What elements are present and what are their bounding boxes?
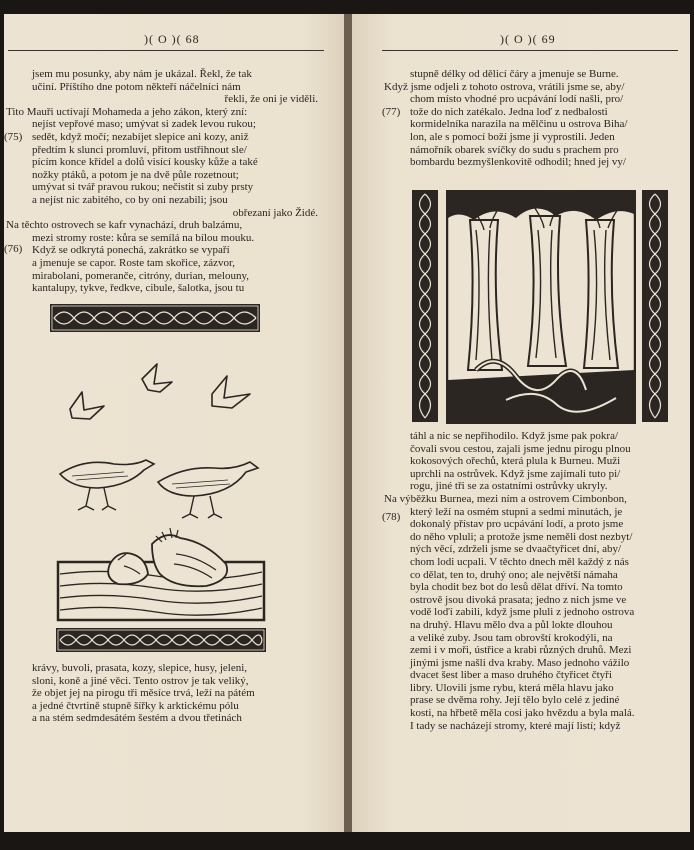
text-line: bombardu bezmyšlenkovitě odhodil; hned jej vy/: [410, 156, 626, 169]
text-line: a jedné čtvrtině stupně šířky k arktickému pólu: [32, 699, 239, 712]
right-page: [352, 14, 690, 832]
left-header-rule: [8, 50, 324, 51]
text-line: na druhý. Hlavu mělo dva a půl lokte dlouhou: [410, 618, 613, 631]
text-line: že objet jej na pirogu tři měsíce trvá, leží na pátém: [32, 687, 255, 700]
text-line: námořník obarek svíčky do sudu s prachem pro: [410, 143, 619, 156]
text-line: řekli, že oni je viděli.: [224, 93, 318, 106]
ornamental-border-top: [50, 304, 260, 332]
text-line: uprchli na ostrůvek. Když jsme zajímali tuto pi/: [410, 467, 621, 480]
text-line: dvacet šest liber a maso druhého čtyřicet čtyři: [410, 669, 612, 682]
hen-and-chicks-woodcut: [56, 524, 266, 624]
text-line: a jmenuje se capor. Roste tam skořice, zázvor,: [32, 256, 235, 269]
text-line: libry. Ulovili jsme rybu, která měla hlavu jako: [410, 681, 614, 694]
text-line: umývat si tvář pravou rukou; nečistit si zuby prsty: [32, 181, 254, 194]
text-line: který leží na osmém stupni a sedmi minutách, je: [410, 505, 623, 518]
right-header-rule: [382, 50, 678, 51]
text-line: nožky ptáků, a potom je na dvě půle rozetnout;: [32, 168, 239, 181]
text-line: a veliké zuby. Jsou tam obrovští krokodýli, na: [410, 631, 613, 644]
text-line: jinými jsme našli dva kraby. Maso jednoho vážilo: [410, 656, 630, 669]
right-page-header: )( O )( 69: [500, 32, 556, 46]
text-line: do něho vpluli; a protože jsme neměli dost nezbyt/: [410, 530, 633, 543]
text-line: předtím k slunci promluví, přitom ustřihnout sle/: [32, 143, 247, 156]
text-line: dokonalý přístav pro ucpávání lodí, a proto jsme: [410, 518, 624, 531]
text-line: sloni, koně a jiné věci. Tento ostrov je tak veliký,: [32, 674, 249, 687]
text-line: prase se dvěma rohy. Její tělo bylo celé z jediné: [410, 694, 620, 707]
text-line: Tito Mauři uctívají Mohameda a jeho zákon, který zní:: [6, 105, 248, 118]
text-line: ostrově jsou divoká prasata; jedno z nich jsme ve: [410, 593, 627, 606]
margin-note-76: (76): [4, 243, 23, 255]
side-border-left: [412, 190, 438, 422]
text-line: chom lodi ucpali. V těchto dnech měl každý z nás: [410, 555, 629, 568]
margin-note-78: (78): [382, 511, 401, 523]
text-line: a na stém sedmdesátém šestém a dvou třetinách: [32, 712, 242, 725]
text-line: zemi i v moři, ústřice a krabi různých druhů. Mezi: [410, 644, 632, 657]
left-page: [4, 14, 344, 832]
standing-birds-woodcut: [54, 454, 264, 524]
text-line: Na těchto ostrovech se kafr vynachází, druh balzámu,: [6, 219, 243, 232]
side-border-right: [642, 190, 668, 422]
text-line: Když jsme odjeli z tohoto ostrova, vrátili jsme se, aby/: [384, 80, 625, 93]
flying-birds-woodcut: [62, 354, 262, 434]
text-line: mezi stromy roste: kůra se semílá na bílou mouku.: [32, 231, 255, 244]
text-line: tože do nich zatékalo. Jedna loď z nedbalosti: [410, 105, 608, 118]
text-line: chom místo vhodné pro ucpávání lodí našli, pro/: [410, 93, 624, 106]
text-line: táhl a nic se nepřihodilo. Když jsme pak pokra/: [410, 430, 619, 442]
text-line: čovali svou cestou, zajali jsme jednu pirogu plnou: [410, 442, 631, 455]
text-line: mirabolani, pomeranče, citróny, durian, melouny,: [32, 269, 249, 282]
text-line: vodě loďí zabili, když jsme pluli z jednoho ostrova: [410, 606, 635, 619]
text-line: kokosových ořechů, která plula k Burneu. Muži: [410, 455, 621, 468]
text-line: a nejíst nic zabitého, co by oni nezabili; jsou: [32, 193, 228, 206]
text-line: pícím konce křídel a dolů visící kousky kůže a také: [32, 156, 258, 169]
left-page-header: )( O )( 68: [144, 32, 200, 46]
text-line: nejíst vepřové maso; umývat si zadek levou rukou;: [32, 118, 256, 131]
text-line: byla chodit bez bot do lesů dělat dříví. Na tomto: [410, 581, 623, 594]
margin-note-77: (77): [382, 106, 401, 118]
book-gutter: [344, 14, 352, 832]
left-page-body-bottom: [32, 662, 318, 725]
text-line: rogu, jiné tři se za ostatními ostrůvky ukryly.: [410, 480, 608, 493]
ornamental-border-bottom: [56, 628, 266, 652]
text-line: I tady se nacházejí stromy, které mají listí; když: [410, 719, 621, 732]
margin-note-75: (75): [4, 131, 23, 143]
text-line: Když se odkrytá ponechá, zakrátko se vypaří: [32, 244, 230, 257]
text-line: kormidelníka narazila na mělčinu u ostrova Biha/: [410, 118, 628, 131]
text-line: lon, ale s pomocí boží jsme ji vyprostili. Jeden: [410, 130, 615, 143]
text-line: Na výběžku Burnea, mezi ním a ostrovem Cimbonbon,: [384, 492, 627, 505]
text-line: ných věcí, zdrželi jsme se dvaačtyřicet dní, aby/: [410, 543, 622, 556]
text-line: jsem mu posunky, aby nám je ukázal. Řekl, že tak: [32, 68, 252, 80]
text-line: co dělat, ten to, druhý ono; ale největší námaha: [410, 568, 618, 581]
text-line: krávy, buvoli, prasata, kozy, slepice, husy, jeleni,: [32, 662, 248, 674]
text-line: kantalupy, tykve, ředkve, cibule, šalotka, jsou tu: [32, 282, 245, 295]
text-line: stupně délky od dělicí čáry a jmenuje se Burne.: [410, 68, 619, 80]
text-line: sedět, když močí; nezabíjet slepice ani kozy, aniž: [32, 130, 249, 143]
text-line: kosti, na hřbetě měla cosi jako hvězdu a byla malá.: [410, 707, 635, 720]
text-line: obřezaní jako Židé.: [232, 206, 318, 219]
text-line: učiní. Příštího dne potom někteří náčelníci nám: [32, 80, 241, 93]
trees-with-snakes-woodcut: [446, 190, 636, 424]
